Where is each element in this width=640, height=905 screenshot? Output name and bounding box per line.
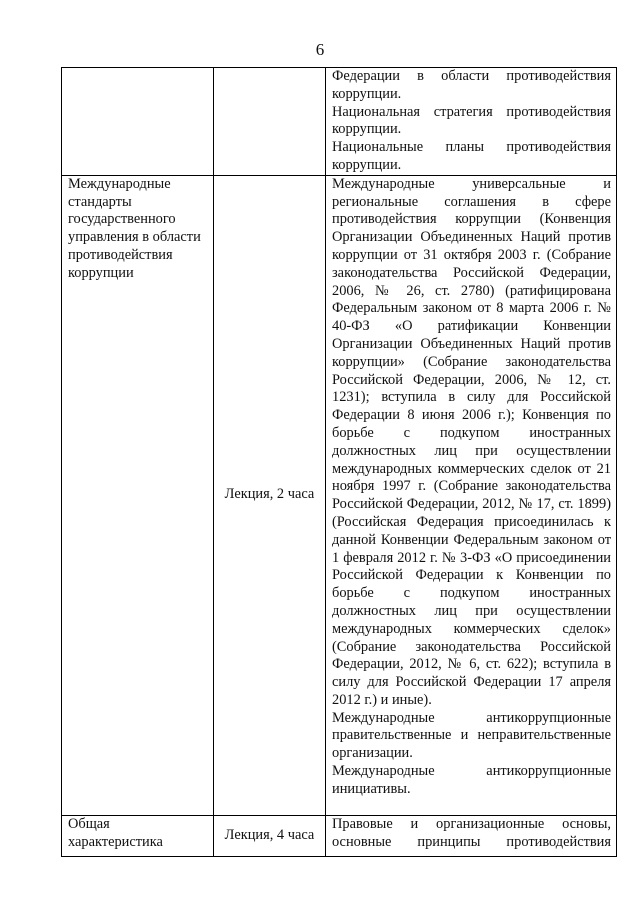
content-cell [326,175,617,815]
content-paragraph: Международные антикоррупционные инициативы. [332,763,611,797]
topic-cell: Общая характеристика [62,815,214,856]
hours-cell: Лекция, 2 часа [214,175,326,815]
content-paragraph: Международные антикоррупционные правительственные и неправительственные организации. [332,709,611,762]
table-row [62,175,617,815]
table-row [62,815,617,856]
hours-cell: Лекция, 4 часа [214,815,326,856]
content-paragraph: Национальная стратегия противодействия коррупции. [332,103,611,138]
content-cell [326,815,617,856]
table-row [62,68,617,176]
content-paragraph: Правовые и организационные основы, основные принципы противодействия [332,815,611,850]
topic-cell [62,68,214,176]
content-paragraph: Международные универсальные и региональные соглашения в сфере противодействия коррупции (Конвенция Организации Объединенных Наций против коррупции от 31 октября 2003 г. (Собрание законодательства Российской Федерации, 2006, № 26, ст. 2780) (ратифицирована Федеральным законом от 8 марта 2006 г. № 40-ФЗ «О ратификации Конвенции Организации Объединенных Наций против коррупции» (Собрание законодательства Российской Федерации, 2006, № 12, ст. 1231); вступила в силу для Российской Федерации 8 июня 2006 г.); Конвенция по борьбе с подкупом иностранных должностных лиц при осуществлении международных коммерческих сделок от 21 ноября 1997 г. (Собрание законодательства Российской Федерации, 2012, № 17, ст. 1899) (Российская Федерация присоединилась к данной Конвенции Федеральным законом от 1 февраля 2012 г. № 3-ФЗ «О присоединении Российской Федерации к Конвенции по борьбе с подкупом иностранных должностных лиц при осуществлении международных коммерческих сделок» (Собрание законодательства Российской Федерации, 2012, № 6, ст. 622); вступила в силу для Российской Федерации 17 апреля 2012 г.) и иные). [332,175,611,708]
content-cell [326,68,617,176]
content-paragraph: Национальные планы противодействия коррупции. [332,139,611,173]
curriculum-table [61,67,617,857]
page-number: 6 [315,40,325,59]
topic-cell: Международные стандарты государственного управления в области противодействия коррупции [62,175,214,815]
hours-cell [214,68,326,176]
content-paragraph: Федерации в области противодействия коррупции. [332,68,611,102]
